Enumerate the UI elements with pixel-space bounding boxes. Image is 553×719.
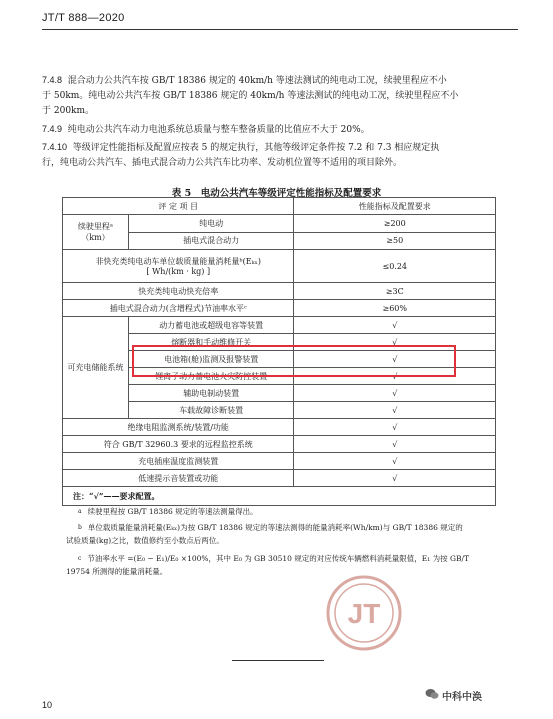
storage-item: 动力蓄电池或超级电容等装置 <box>128 317 294 334</box>
other-item: 充电插座温度监测装置 <box>63 453 294 470</box>
table-caption: 表 5 电动公共汽车等级评定性能指标及配置要求 <box>171 188 382 199</box>
footnote-mark: b <box>78 524 82 531</box>
footnote-a <box>78 505 498 518</box>
table-row <box>63 317 496 334</box>
storage-req: √ <box>294 385 496 402</box>
other-req: √ <box>294 453 496 470</box>
table-note: 注：“√”——要求配置。 <box>63 487 496 506</box>
other-item: 绝缘电阻监测系统/装置/功能 <box>63 419 294 436</box>
storage-item: 辅助电制动装置 <box>128 385 294 402</box>
range-label: 续驶里程ᵃ <box>77 222 113 231</box>
fast-charge-req: ≥3C <box>294 283 496 300</box>
range-req-bev: ≥200 <box>294 215 496 233</box>
other-req: √ <box>294 470 496 487</box>
other-item: 低速提示音装置或功能 <box>63 470 294 487</box>
storage-req: √ <box>294 317 496 334</box>
footnote-text: 节油率水平 =(E₀ − E₁)/E₀ ×100%，其中 E₀ 为 GB 30510 规定的对应传统车辆燃料消耗量限值，E₁ 为按 GB/T <box>87 554 470 563</box>
storage-req: √ <box>294 402 496 419</box>
clause-text-line: 行，纯电动公共汽车、插电式混合动力公共汽车比功率、发动机位置等不适用的项目除外。 <box>42 158 403 168</box>
table-row <box>63 385 496 402</box>
other-item: 符合 GB/T 32960.3 要求的远程监控系统 <box>63 436 294 453</box>
fuel-saving-label: 插电式混合动力(含增程式)节油率水平ᶜ <box>63 300 294 317</box>
table-row <box>63 300 496 317</box>
clause-7-4-10 <box>42 140 522 171</box>
footnote-c <box>66 552 498 578</box>
energy-label-line: 非快充类纯电动车单位载质量能量消耗量ᵇ(Eₖₓ) <box>95 257 262 266</box>
footnote-text: 19754 所测得的能量消耗量。 <box>66 567 168 576</box>
other-req: √ <box>294 436 496 453</box>
header-rule <box>42 29 518 30</box>
clause-text-line: 于 200km。 <box>42 106 95 116</box>
storage-item: 锂离子动力蓄电池火灾防控装置 <box>128 368 294 385</box>
energy-unit-line: [ Wh/(km · kg) ] <box>146 267 211 276</box>
table-row <box>63 215 496 233</box>
clause-text-line: 等级评定性能指标及配置应按表 5 的规定执行，其他等级评定条件按 7.2 和 7.3 相应规定执 <box>72 143 440 153</box>
jt-stamp-watermark <box>324 573 404 653</box>
stamp-text: JT <box>347 598 381 629</box>
fast-charge-label: 快充类纯电动快充倍率 <box>63 283 294 300</box>
energy-req: ≤0.24 <box>294 250 496 283</box>
fuel-saving-req: ≥60% <box>294 300 496 317</box>
footnote-text: 续驶里程按 GB/T 18386 规定的等速法测量得出。 <box>87 507 258 516</box>
column-header-requirement: 性能指标及配置要求 <box>294 198 496 215</box>
highlight-box <box>132 345 456 377</box>
table-row <box>63 232 496 250</box>
storage-req: √ <box>294 351 496 368</box>
footnote-text: 试验质量(kg)之比，数值修约至小数点后两位。 <box>66 536 224 545</box>
clause-number: 7.4.9 <box>42 124 63 134</box>
energy-label-cell <box>63 250 294 283</box>
table-row <box>63 436 496 453</box>
footnote-text: 单位载质量能量消耗量(Eₖₓ)为按 GB/T 18386 规定的等速法测得的能量消耗率(Wh/km)与 GB/T 18386 规定的 <box>87 523 463 532</box>
storage-item: 电池箱(舱)监测及报警装置 <box>128 351 294 368</box>
footnote-mark: c <box>78 555 82 562</box>
watermark-text: 中科中涣 <box>442 692 482 703</box>
other-req: √ <box>294 419 496 436</box>
storage-req: √ <box>294 368 496 385</box>
table-row <box>63 419 496 436</box>
range-req-phev: ≥50 <box>294 232 496 250</box>
page-number: 10 <box>42 700 53 710</box>
clause-text-line: 混合动力公共汽车按 GB/T 18386 规定的 40km/h 等速法测试的纯电动工况，续驶里程应不小 <box>67 76 447 86</box>
wechat-icon <box>425 688 439 700</box>
table-row <box>63 470 496 487</box>
clause-text-line: 纯电动公共汽车动力电池系统总质量与整车整备质量的比值应不大于 20%。 <box>67 125 370 135</box>
clause-number: 7.4.8 <box>42 75 63 85</box>
footer-separator <box>232 660 324 661</box>
clause-7-4-9 <box>42 122 522 138</box>
footnote-mark: a <box>78 508 82 515</box>
table-row <box>63 402 496 419</box>
range-unit: （km） <box>81 233 110 242</box>
storage-req: √ <box>294 334 496 351</box>
clause-7-4-8 <box>42 73 522 119</box>
table-row <box>63 453 496 470</box>
table-header-row <box>63 198 496 215</box>
range-sub-bev: 纯电动 <box>128 215 294 233</box>
standard-number-header: JT/T 888—2020 <box>42 12 125 24</box>
range-sub-phev: 插电式混合动力 <box>128 232 294 250</box>
table-row <box>63 250 496 283</box>
storage-item: 车载故障诊断装置 <box>128 402 294 419</box>
storage-item: 熔断器和手动维修开关 <box>128 334 294 351</box>
storage-group-label: 可充电储能系统 <box>63 317 129 419</box>
clause-text-line: 于 50km。纯电动公共汽车按 GB/T 18386 规定的 40km/h 等速法测试的纯电动工况，续驶里程应不小 <box>42 91 459 101</box>
clause-number: 7.4.10 <box>42 142 68 152</box>
footnote-b <box>66 521 498 547</box>
table-note-row <box>63 487 496 506</box>
table-row <box>63 283 496 300</box>
column-header-item: 评 定 项 目 <box>63 198 294 215</box>
range-label-cell <box>63 215 129 250</box>
